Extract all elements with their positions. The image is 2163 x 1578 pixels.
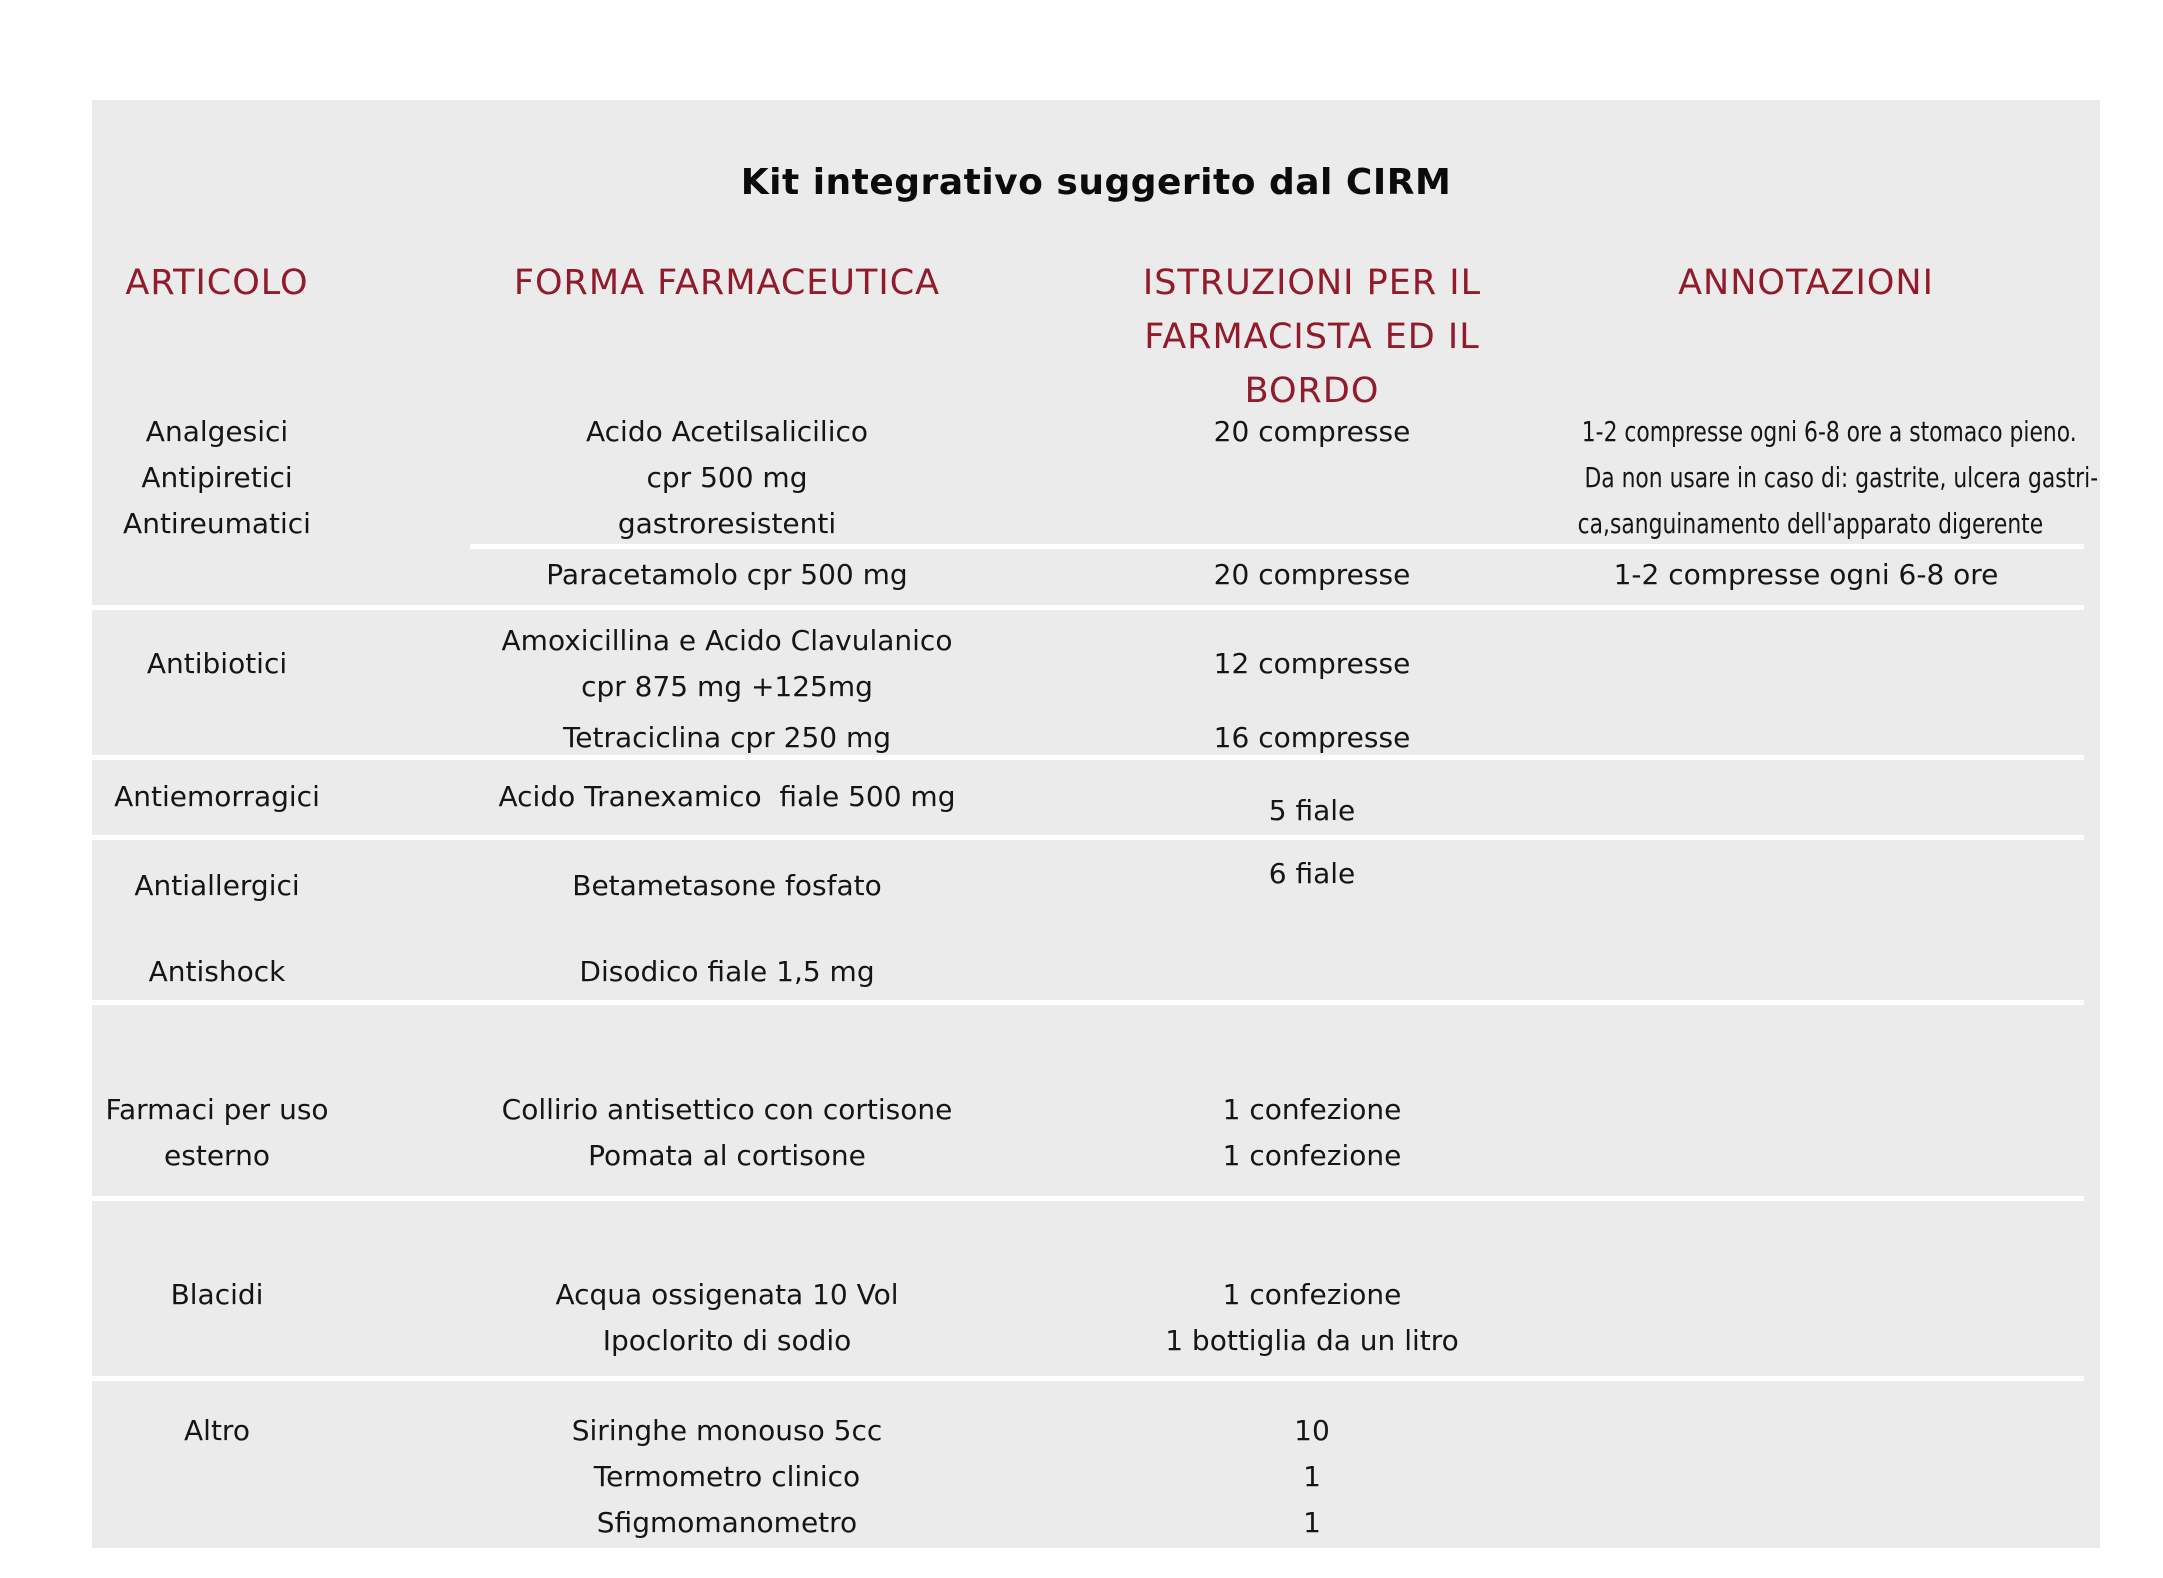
cell-annotazioni <box>1512 409 2100 547</box>
cell-forma: Disodico fiale 1,5 mg <box>579 955 875 988</box>
cell-forma <box>342 409 1112 547</box>
row-separator <box>92 835 2084 840</box>
cell-line: 1-2 compresse ogni 6-8 ore a stomaco pieno. <box>1581 415 2077 448</box>
cell-line: 1 <box>1303 1506 1321 1539</box>
page-title: Kit integrativo suggerito dal CIRM <box>740 162 1452 203</box>
cell-istruzioni: 12 compresse <box>1213 647 1411 680</box>
cell-line: 1 confezione <box>1222 1278 1402 1311</box>
table-row-altro <box>92 1408 2100 1546</box>
table-row-analgesici <box>92 409 2100 547</box>
cell-line: esterno <box>164 1139 270 1172</box>
cell-line: cpr 875 mg +125mg <box>581 670 873 703</box>
cell-line: 10 <box>1294 1414 1330 1447</box>
cell-articolo: Blacidi <box>170 1278 264 1311</box>
column-header-istruzioni-line1: ISTRUZIONI PER IL <box>1142 263 1482 303</box>
cell-line: 1 confezione <box>1222 1139 1402 1172</box>
table-row-antiallergici <box>92 857 2100 909</box>
cell-forma <box>342 1087 1112 1179</box>
cell-line: gastroresistenti <box>617 507 837 540</box>
row-separator <box>92 1376 2084 1381</box>
cell-istruzioni: 16 compresse <box>1213 721 1411 754</box>
column-header-istruzioni <box>1092 256 1532 418</box>
cell-articolo <box>92 409 342 547</box>
cell-forma: Betametasone fosfato <box>572 869 882 902</box>
column-header-articolo: ARTICOLO <box>125 263 309 303</box>
cell-line: Farmaci per uso <box>105 1093 329 1126</box>
cell-line: 20 compresse <box>1213 415 1411 448</box>
cell-forma <box>342 618 1112 710</box>
cell-line: Pomata al cortisone <box>588 1139 866 1172</box>
column-header-forma: FORMA FARMACEUTICA <box>513 263 941 303</box>
row-separator <box>470 544 2084 549</box>
table-row-paracetamolo <box>92 552 2100 598</box>
cell-line: Amoxicillina e Acido Clavulanico <box>501 624 953 657</box>
cell-line: Siringhe monouso 5cc <box>571 1414 883 1447</box>
cell-line: Antireumatici <box>123 507 311 540</box>
cell-istruzioni <box>1112 1087 1512 1179</box>
cell-articolo <box>92 1087 342 1179</box>
cell-line: Termometro clinico <box>593 1460 861 1493</box>
table-row-antishock <box>92 949 2100 995</box>
cell-istruzioni <box>1112 409 1512 455</box>
cell-articolo: Antiemorragici <box>114 780 320 813</box>
cell-articolo: Altro <box>184 1414 250 1447</box>
cell-line: Acido Acetilsalicilico <box>585 415 869 448</box>
cell-line: 1 bottiglia da un litro <box>1165 1324 1459 1357</box>
cell-articolo: Antishock <box>148 955 286 988</box>
cell-line: 1 <box>1303 1460 1321 1493</box>
cell-forma: Acido Tranexamico fiale 500 mg <box>498 780 956 813</box>
cell-forma: Tetraciclina cpr 250 mg <box>562 721 892 754</box>
cell-line: 1 confezione <box>1222 1093 1402 1126</box>
cell-line: Ipoclorito di sodio <box>602 1324 852 1357</box>
table-row-uso-esterno <box>92 1087 2100 1179</box>
cell-line: Acqua ossigenata 10 Vol <box>555 1278 899 1311</box>
row-separator <box>92 605 2084 610</box>
column-header-annotazioni: ANNOTAZIONI <box>1678 263 1934 303</box>
cell-istruzioni: 6 fiale <box>1268 857 1356 890</box>
cell-istruzioni <box>1112 1408 1512 1546</box>
table-row-antibiotici <box>92 618 2100 710</box>
cell-line: Analgesici <box>145 415 289 448</box>
cell-line: Antipiretici <box>141 461 293 494</box>
cell-istruzioni: 20 compresse <box>1213 558 1411 591</box>
cell-forma <box>342 1408 1112 1546</box>
table-row-blacidi <box>92 1272 2100 1364</box>
cell-line: cpr 500 mg <box>646 461 808 494</box>
cell-line: Da non usare in caso di: gastrite, ulcera gastri- <box>1584 461 2099 494</box>
cell-annotazioni: 1-2 compresse ogni 6-8 ore <box>1613 558 1999 591</box>
cell-articolo: Antiallergici <box>134 869 300 902</box>
cell-istruzioni: 5 fiale <box>1268 794 1356 827</box>
cell-line: Collirio antisettico con cortisone <box>501 1093 953 1126</box>
row-separator <box>92 1000 2084 1005</box>
table-panel <box>92 100 2100 1548</box>
cell-forma <box>342 1272 1112 1364</box>
cell-forma: Paracetamolo cpr 500 mg <box>546 558 908 591</box>
row-separator <box>92 1196 2084 1201</box>
column-header-istruzioni-line2: FARMACISTA ED IL BORDO <box>1144 317 1480 411</box>
table-row-antiemorragici <box>92 774 2100 827</box>
cell-line: Sfigmomanometro <box>596 1506 858 1539</box>
row-separator <box>92 755 2084 760</box>
cell-istruzioni <box>1112 1272 1512 1364</box>
cell-line: ca,sanguinamento dell'apparato digerente <box>1577 507 2044 540</box>
cell-articolo: Antibiotici <box>146 647 288 680</box>
